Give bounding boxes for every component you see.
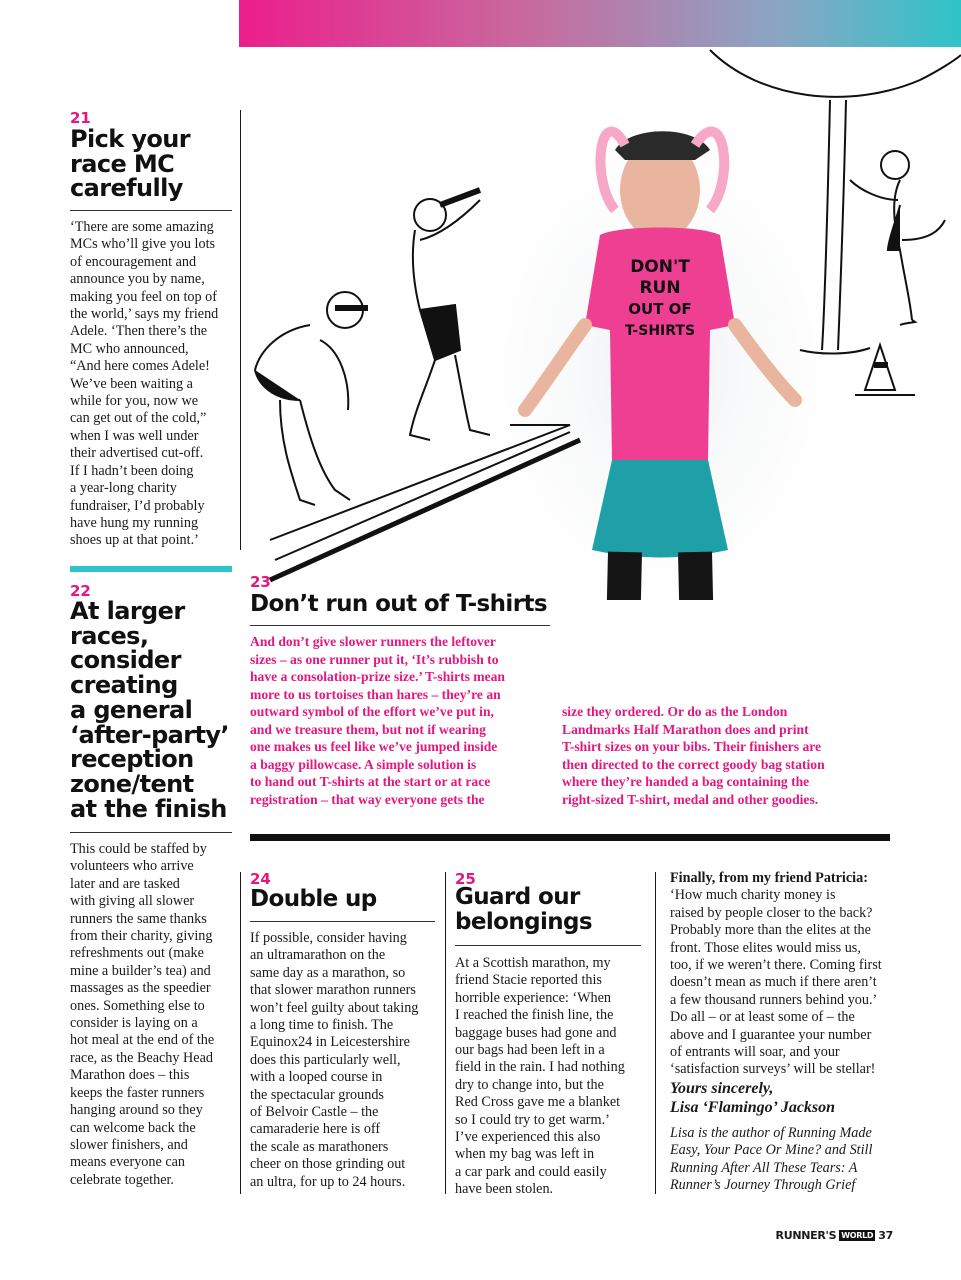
closing-paragraph: Do all – or at least some of – the above and I guarantee your number of entrants will soar, and your ‘satisfaction surveys’ will be stellar! (670, 1009, 876, 1078)
tip-23-title: Don’t run out of T-shirts (250, 591, 547, 617)
closing-column (670, 870, 910, 1195)
tip-25-number: 25 (455, 870, 476, 888)
author-bio: Lisa is the author of Running Made Easy, Your Pace Or Mine? and Still Running After All These Tears: A Runner’s Journey Through Grief (670, 1124, 873, 1194)
signoff-line: Yours sincerely, (670, 1079, 774, 1097)
tip-23-rule (250, 625, 550, 626)
tip-23-column-1: And don’t give slower runners the leftover sizes – as one runner put it, ‘It’s rubbish to have a consolation-prize size.’ T-shirts mean more to us tortoises than hares – they’re an outward symbol of the effort we’ve put in, and we treasure them, but not if wearing one makes us feel like we’ve jumped inside a baggy pillowcase. A simple solution is to hand out T-shirts at the start or at race registration – that way everyone gets the (250, 634, 505, 807)
tip-24-title: Double up (250, 886, 377, 912)
shirt-text-line-4: T-SHIRTS (624, 323, 696, 339)
tip-23-column-2: size they ordered. Or do as the London Landmarks Half Marathon does and print T-shirt sizes on your bibs. Their finishers are then directed to the correct goody bag station where they’re handed a bag containing the right-sized T-shirt, medal and other goodies. (562, 704, 825, 807)
tip-25-body: At a Scottish marathon, my friend Stacie reported this horrible experience: ‘When I reached the finish line, the baggage buses had gone and our bags had been left in a field in the rain. I had nothing dry to change into, but the Red Cross gave me a blanket so I could try to get warm.’ I’ve experienced this also when my bag was left in a car park and could easily have been stolen. (455, 955, 625, 1198)
tired-runner-sketch (255, 292, 368, 505)
tip-24-rule (250, 921, 435, 922)
magazine-name: RUNNER'S (775, 1229, 837, 1242)
tip-25-rule (455, 945, 641, 946)
shirt-text-line-2: RUN (639, 278, 681, 298)
closing-quote: ‘How much charity money is raised by people closer to the back? Probably more than the elites at the front. Those elites would miss us, too, if we weren’t there. Coming first doesn’t mean as much if there aren’t a few thousand runners behind you.’ (670, 887, 882, 1008)
tip-22-rule (70, 832, 232, 833)
tip-21-number: 21 (70, 109, 91, 127)
shirt-text-line-3: OUT OF (628, 300, 692, 318)
column-divider-left-lower (240, 872, 241, 1194)
page-folio (776, 1229, 893, 1242)
magazine-logo-box: WORLD (841, 1231, 874, 1240)
tip-22-title: At larger races, consider creating a general ‘after-party’ reception zone/tent at the finish (70, 597, 229, 823)
page-number: 37 (878, 1229, 893, 1242)
tip-25-title: Guard our belongings (455, 884, 592, 935)
runners-illustration (240, 40, 961, 600)
tip-21-title: Pick your race MC carefully (70, 125, 191, 202)
tip-24-number: 24 (250, 870, 271, 888)
column-divider-24-25 (445, 872, 446, 1194)
tip-24-body: If possible, consider having an ultramarathon on the same day as a marathon, so that slower marathon runners won’t feel guilty about taking a long time to finish. The Equinox24 in Leicestershire does this particularly well, with a looped course in the spectacular grounds of Belvoir Castle – the camaraderie here is off the scale as marathoners cheer on those grinding out an ultra, for up to 24 hours. (250, 930, 419, 1190)
tip-21-rule (70, 210, 232, 211)
teal-separator (70, 566, 232, 572)
tip-22-number: 22 (70, 582, 91, 600)
closing-lead: Finally, from my friend Patricia: (670, 870, 868, 886)
section-divider (250, 834, 890, 841)
shirt-text-line-1: DON'T (630, 257, 690, 277)
author-name: Lisa ‘Flamingo’ Jackson (670, 1098, 836, 1116)
tip-22-body: This could be staffed by volunteers who arrive later and are tasked with giving all slower runners the same thanks from their charity, giving refreshments out (make mine a builder’s tea) and massages as the speedier ones. Something else to consider is laying on a hot meal at the end of the race, as the Beachy Head Marathon does – this keeps the faster runners hanging around so they can welcome back the slower finishers, and means everyone can celebrate together. (70, 841, 215, 1188)
column-divider-25-closing (655, 872, 656, 1194)
tip-23-number: 23 (250, 573, 271, 591)
tip-21-body: ‘There are some amazing MCs who’ll give you lots of encouragement and announce you by name, making you feel on top of the world,’ says my friend Adele. ‘Then there’s the MC who announced, “And here comes Adele! We’ve been waiting a while for you, now we can get out of the cold,” when I was well under their advertised cut-off. If I hadn’t been doing a year-long charity fundraiser, I’d probably have hung my running shoes up at that point.’ (70, 219, 219, 549)
